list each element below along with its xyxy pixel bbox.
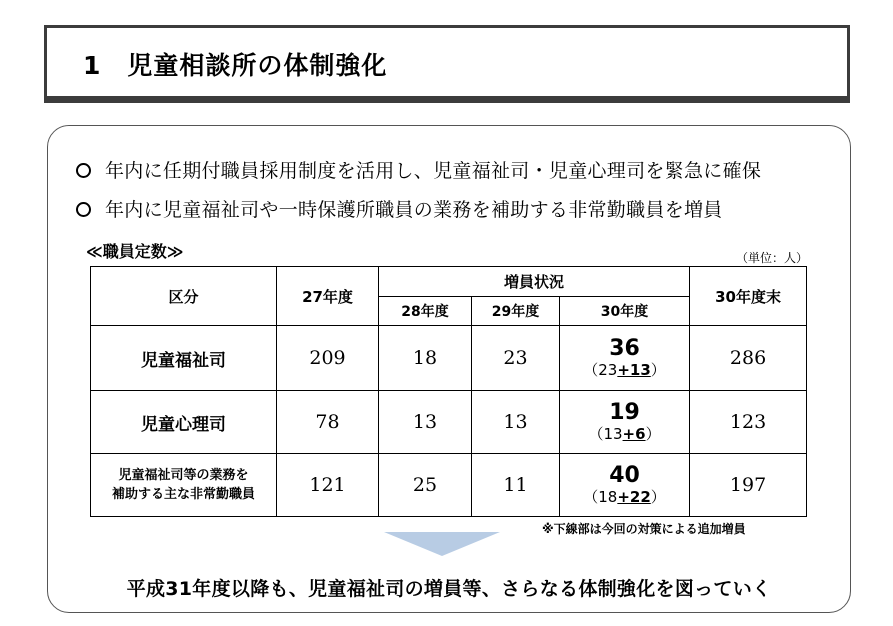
breakdown-added: +22: [617, 487, 651, 506]
fy30-breakdown: [560, 488, 689, 507]
unit-label: （単位：人）: [736, 251, 809, 265]
cell-fy27: 209: [277, 326, 379, 391]
breakdown-added: +13: [617, 360, 651, 379]
bullet-text: 年内に児童福祉司や一時保護所職員の業務を補助する非常勤職員を増員: [105, 199, 723, 221]
cell-fy28: 18: [379, 326, 472, 391]
fy30-breakdown: [560, 361, 689, 380]
cell-fy29: 13: [472, 391, 560, 454]
staff-table: [90, 266, 807, 517]
cell-fy30: [560, 326, 690, 391]
breakdown-close: ）: [650, 487, 666, 506]
bullet-item: [76, 195, 723, 222]
content-panel: [47, 125, 851, 613]
down-arrow-icon: [384, 532, 500, 556]
header-fy30-end: 30年度末: [690, 267, 807, 326]
table-row: [91, 391, 807, 454]
conclusion-text: 平成31年度以降も、児童福祉司の増員等、さらなる体制強化を図っていく: [126, 578, 772, 600]
fy30-total: 36: [609, 335, 640, 361]
breakdown-base: （18: [583, 487, 618, 506]
cell-fy30-end: 197: [690, 454, 807, 517]
header-fy28: 28年度: [379, 297, 472, 326]
cell-fy30-end: 286: [690, 326, 807, 391]
page-title: 1 児童相談所の体制強化: [83, 51, 388, 80]
breakdown-added: +6: [622, 424, 646, 443]
row-category: [91, 454, 277, 517]
header-fy30: 30年度: [560, 297, 690, 326]
fy30-total: 40: [609, 462, 640, 488]
bullet-text: 年内に任期付職員採用制度を活用し、児童福祉司・児童心理司を緊急に確保: [105, 160, 762, 182]
breakdown-base: （13: [588, 424, 623, 443]
cell-fy29: 11: [472, 454, 560, 517]
cell-fy27: 78: [277, 391, 379, 454]
breakdown-base: （23: [583, 360, 618, 379]
cell-fy29: 23: [472, 326, 560, 391]
table-row: [91, 326, 807, 391]
title-box: [44, 25, 850, 99]
cell-fy27: 121: [277, 454, 379, 517]
breakdown-close: ）: [650, 360, 666, 379]
breakdown-close: ）: [645, 424, 661, 443]
fy30-total: 19: [609, 399, 640, 425]
cell-fy30: [560, 454, 690, 517]
bullet-item: [76, 156, 761, 183]
header-fy29: 29年度: [472, 297, 560, 326]
title-underline: [44, 98, 850, 103]
table-title: ≪職員定数≫: [86, 242, 184, 261]
header-fy27: 27年度: [277, 267, 379, 326]
circle-bullet-icon: [76, 163, 91, 178]
header-category: 区分: [91, 267, 277, 326]
header-increase: 増員状況: [379, 267, 690, 297]
footnote: ※下線部は今回の対策による追加増員: [542, 522, 746, 536]
table-row: [91, 454, 807, 517]
row-category-line: 児童福祉司等の業務を: [118, 468, 249, 483]
cell-fy30: [560, 391, 690, 454]
row-category-line: 補助する主な非常勤職員: [111, 487, 255, 502]
row-category: 児童福祉司: [91, 326, 277, 391]
cell-fy30-end: 123: [690, 391, 807, 454]
cell-fy28: 25: [379, 454, 472, 517]
row-category: 児童心理司: [91, 391, 277, 454]
cell-fy28: 13: [379, 391, 472, 454]
fy30-breakdown: [560, 425, 689, 444]
circle-bullet-icon: [76, 202, 91, 217]
table-header-row: [91, 267, 807, 297]
